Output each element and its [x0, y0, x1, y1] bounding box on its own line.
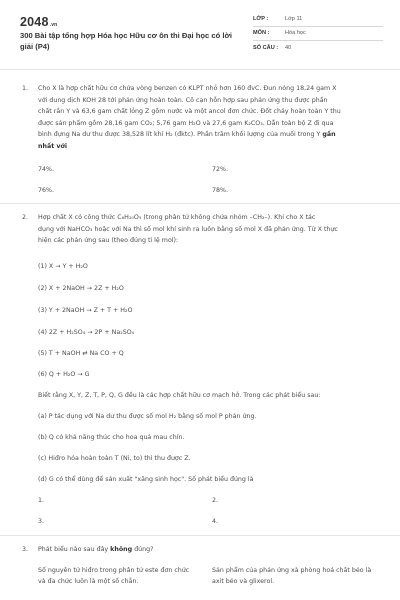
stem-line: Hợp chất X có công thức C₆H₁₀O₅ (trong phân tử không chứa nhóm –CH₂–). Khi cho X tác [38, 214, 316, 221]
logo-suffix: .vn [49, 22, 58, 28]
option-a[interactable]: 1. [38, 497, 45, 504]
meta-subject-label: MÔN : [253, 30, 270, 36]
emphasis-text: gần [322, 131, 336, 138]
option-b[interactable]: 72%. [212, 166, 228, 173]
page-title: 300 Bài tập tổng hợp Hóa học Hữu cơ ôn thi Đại học có lời giải (P4) [20, 31, 232, 51]
reaction-line: (5) T + NaOH ⇄ Na CO + Q [38, 350, 124, 357]
question-1 [22, 83, 380, 153]
reaction-line: (6) Q + H₂O → G [38, 371, 90, 378]
option-a[interactable]: Số nguyên tử hiđro trong phân tử este đơn chức và đa chức luôn là một số chẵn. [38, 567, 190, 585]
stem-line: bình đựng Na dư thu được 38,528 lít khí H₂ (đktc). Phần trăm khối lượng của muối trong Y gần [38, 131, 336, 138]
meta-subject-value: Hóa học [285, 30, 306, 36]
question-stem [38, 83, 380, 152]
question-2 [22, 212, 380, 248]
meta-class-label: LỚP : [253, 16, 269, 22]
statement-intro: Biết rằng X, Y, Z, T, P, Q, G đều là các hợp chất hữu cơ mạch hở. Trong các phát biểu sau: [38, 392, 321, 399]
option-a[interactable]: 74%. [38, 166, 54, 173]
stem-line: Cho X là hợp chất hữu cơ chứa vòng benzen có KLPT nhỏ hơn 160 đvC. Đun nóng 18,24 gam X [38, 85, 337, 92]
option-b[interactable]: Sản phẩm của phản ứng xà phòng hoá chất béo là axit béo và glixerol. [212, 567, 372, 585]
reaction-line: (4) 2Z + H₂SO₄ → 2P + Na₂SO₄ [38, 329, 135, 336]
option-c[interactable]: 76%. [38, 187, 54, 194]
site-logo[interactable] [20, 15, 57, 29]
meta-count-value: 40 [285, 45, 292, 51]
emphasis-text: không [110, 546, 133, 553]
question-divider [0, 535, 400, 536]
meta-divider [253, 26, 383, 27]
stem-line [38, 141, 380, 153]
option-d[interactable]: 4. [212, 518, 219, 525]
statement-line: (a) P tác dụng với Na dư thu được số mol H₂ bằng số mol P phản ứng. [38, 413, 257, 420]
question-stem: Phát biểu nào sau đây không đúng? [38, 546, 154, 553]
statement-line: (b) Q có khả năng thúc cho hoa quả mau chín. [38, 434, 185, 441]
question-divider [0, 203, 400, 204]
reaction-line: (1) X → Y + H₂O [38, 263, 88, 270]
statement-line: (d) G có thể dùng để sản xuất "xăng sinh học". Số phát biểu đúng là [38, 476, 254, 483]
question-number: 1. [22, 85, 29, 92]
reaction-line: (2) X + 2NaOH → 2Z + H₂O [38, 285, 124, 292]
reaction-line: (3) Y + 2NaOH → Z + T + H₂O [38, 307, 133, 314]
stem-line: dụng với NaHCO₃ hoặc với Na thì số mol khí sinh ra luôn bằng số mol X đã phản ứng. Từ X thực [38, 225, 338, 233]
statement-line: (c) Hiđro hóa hoàn toàn T (Ni, to) thì thu được Z. [38, 455, 191, 462]
question-number: 2. [22, 214, 29, 221]
stem-line: chất rắn Y và 63,6 gam chất lỏng Z gồm nước và một ancol đơn chức. Đốt cháy hoàn toàn Y thu [38, 108, 341, 115]
logo-text: 2048 [20, 15, 49, 29]
question-stem [38, 212, 380, 247]
question-3 [22, 544, 380, 558]
meta-count-label: SỐ CÂU : [253, 45, 279, 51]
meta-class-value: Lớp 11 [285, 16, 303, 22]
question-number: 3. [22, 546, 29, 553]
stem-line: được sản phẩm gồm 28,16 gam CO₂; 5,76 gam H₂O và 27,6 gam K₂CO₃. Dẫn toàn bộ Z đi qua [38, 119, 334, 127]
header-divider [0, 69, 400, 70]
option-c[interactable]: 3. [38, 518, 45, 525]
option-b[interactable]: 2. [212, 497, 219, 504]
meta-divider [253, 40, 383, 41]
stem-line: với dung dịch KOH 28 tới phản ứng hoàn toàn. Cô cạn hỗn hợp sau phản ứng thu được phần [38, 96, 328, 104]
emphasis-text: nhất với [38, 142, 68, 150]
option-d[interactable]: 78%. [212, 187, 228, 194]
stem-line: hiện các phản ứng sau (theo đúng tỉ lệ mol): [38, 237, 179, 244]
